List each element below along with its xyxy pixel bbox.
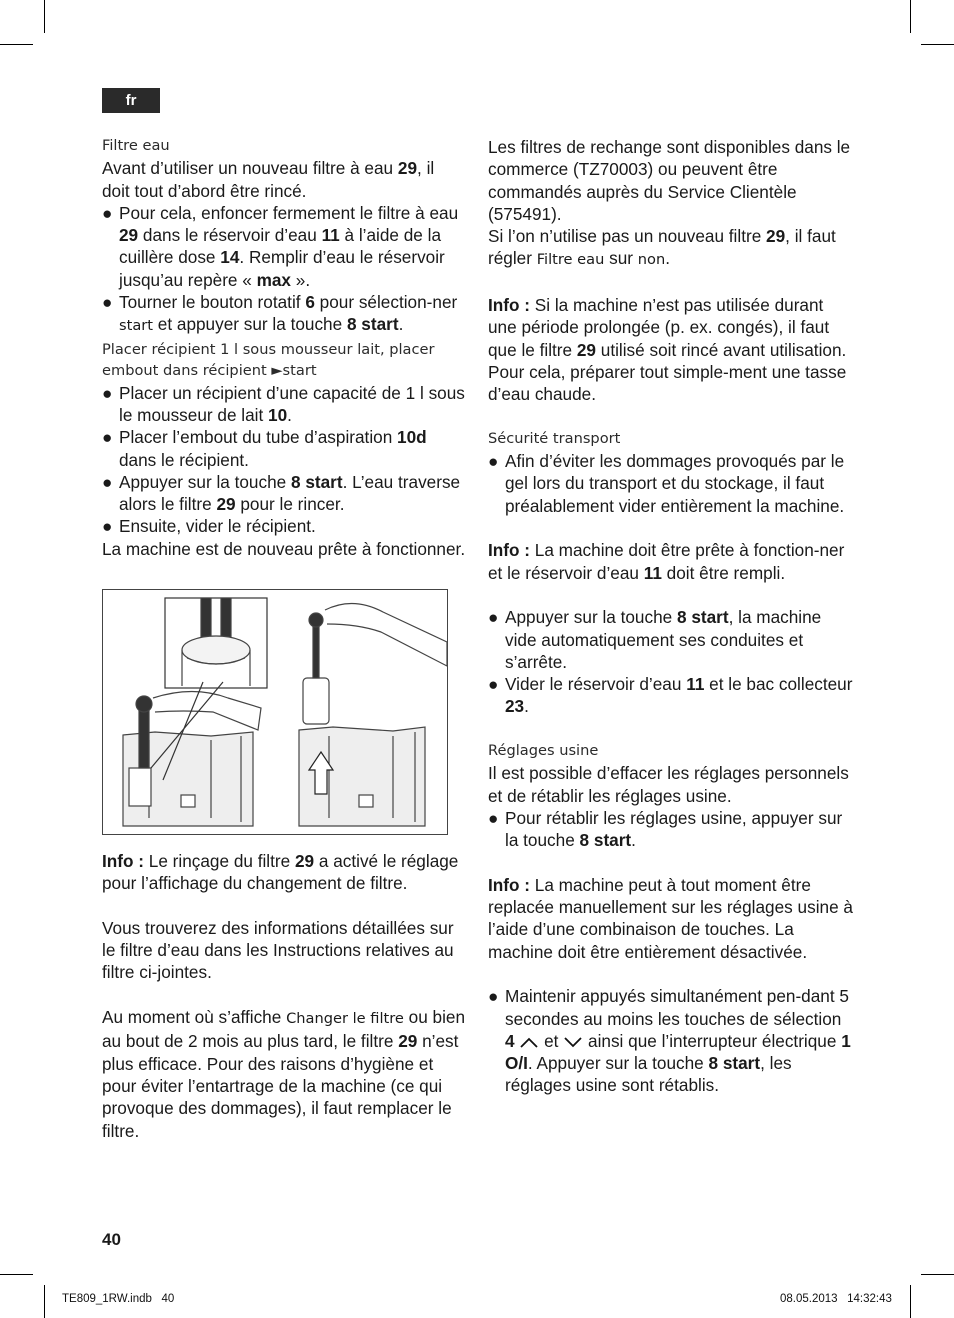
paragraph: Au moment où s’affiche Changer le filtre ou bien au bout de 2 mois au plus tard, le filtre 29 n’est plus efficace. Pour des raisons d’hygiène et pour éviter l’entartrage de la machine (ce qui provoque des dommages), il faut remplacer le filtre. [102,1007,466,1141]
list-item: ● Pour cela, enfoncer fermement le filtre à eau 29 dans le réservoir d’eau 11 à l’aide de la cuillère dose 14. Remplir d’eau le réservoir jusqu’au repère « max ». [102,202,459,290]
bullet-icon: ● [102,427,113,448]
right-column [488,136,854,1097]
paragraph: La machine est de nouveau prête à fonctionner. [102,538,466,559]
bullet-icon: ● [102,516,113,537]
crop-mark [0,44,33,45]
bullet-icon: ● [102,202,113,223]
list-item: ● Pour rétablir les réglages usine, appuyer sur la touche 8 start. [488,807,843,851]
crop-mark [921,44,954,45]
footer-file-info: TE809_1RW.indb 40 [62,1293,175,1305]
paragraph: Les filtres de rechange sont disponibles dans le commerce (TZ70003) ou peuvent être commandés auprès du Service Clientèle (575491). [488,137,851,224]
chevron-up-icon [519,1036,539,1048]
list-item: ● Maintenir appuyés simultanément pen-dant 5 secondes au moins les touches de sélection 4 et ainsi que l’interrupteur électrique 1 O/I. Appuyer sur la touche 8 start, les réglages usine sont rétablis. [488,986,851,1096]
bullet-icon: ● [102,382,113,403]
display-message: Placer récipient 1 l sous mousseur lait, placer embout dans récipient ►start [102,340,435,379]
crop-mark [910,0,911,33]
section-heading-securite-transport: Sécurité transport [488,429,621,447]
page-number: 40 [102,1230,121,1249]
bullet-icon: ● [488,986,499,1007]
bullet-icon: ● [102,471,113,492]
bullet-icon: ● [488,674,499,695]
paragraph: Avant d’utiliser un nouveau filtre à eau 29, il doit tout d’abord être rincé. [102,158,435,201]
info-paragraph: Info : Le rinçage du filtre 29 a activé le réglage pour l’affichage du changement de filtre. [102,851,459,894]
list-item: ● Appuyer sur la touche 8 start, la machine vide automatiquement ses conduites et s’arrête. [488,607,822,672]
info-paragraph: Info : La machine peut à tout moment être replacée manuellement sur les réglages usine à l’aide d’une combinaison de touches. La machine doit être entièrement désactivée. [488,874,853,962]
list-item: ● Tourner le bouton rotatif 6 pour sélection-ner start et appuyer sur la touche 8 start. [102,292,458,335]
chevron-down-icon [563,1036,583,1048]
list-item: ● Ensuite, vider le récipient. [102,516,316,537]
list-item: ● Appuyer sur la touche 8 start. L’eau traverse alors le filtre 29 pour le rincer. [102,471,461,515]
paragraph: Si l’on n’utilise pas un nouveau filtre 29, il faut régler Filtre eau sur non. [488,226,836,269]
illustration-filter-install [102,589,448,835]
section-heading-filtre-eau: Filtre eau [102,137,170,154]
bullet-icon: ● [488,451,499,472]
list-item: ● Afin d’éviter les dommages provoqués par le gel lors du transport et du stockage, il faut préalablement vider entièrement la machine. [488,451,845,516]
list-item: ● Placer l’embout du tube d’aspiration 10d dans le récipient. [102,427,427,470]
bullet-icon: ● [488,807,499,828]
crop-mark [921,1274,954,1275]
left-column-lower [102,850,466,1142]
bullet-icon: ● [102,292,113,313]
crop-mark [0,1274,33,1275]
paragraph: Vous trouverez des informations détaillées sur le filtre d’eau dans les Instructions relatives au filtre ci-jointes. [102,917,454,983]
paragraph: Il est possible d’effacer les réglages personnels et de rétablir les réglages usine. [488,763,849,806]
info-paragraph: Info : La machine doit être prête à fonction-ner et le réservoir d’eau 11 doit être rempli. [488,540,845,583]
bullet-icon: ● [488,607,499,628]
section-heading-reglages-usine: Réglages usine [488,742,599,760]
crop-mark [910,1285,911,1318]
info-paragraph: Info : Si la machine n’est pas utilisée durant une période prolongée (p. ex. congés), il faut que le filtre 29 utilisé soit rincé avant utilisation. Pour cela, préparer tout simple-ment une tasse d’eau chaude. [488,295,847,405]
footer-datetime: 08.05.2013 14:32:43 [780,1293,892,1305]
crop-mark [44,1285,45,1318]
illustration-drawing [103,590,447,834]
language-tab: fr [102,88,160,113]
list-item: ● Placer un récipient d’une capacité de 1 l sous le mousseur de lait 10. [102,382,465,425]
left-column [102,135,466,560]
list-item: ● Vider le réservoir d’eau 11 et le bac collecteur 23. [488,674,853,717]
crop-mark [44,0,45,33]
